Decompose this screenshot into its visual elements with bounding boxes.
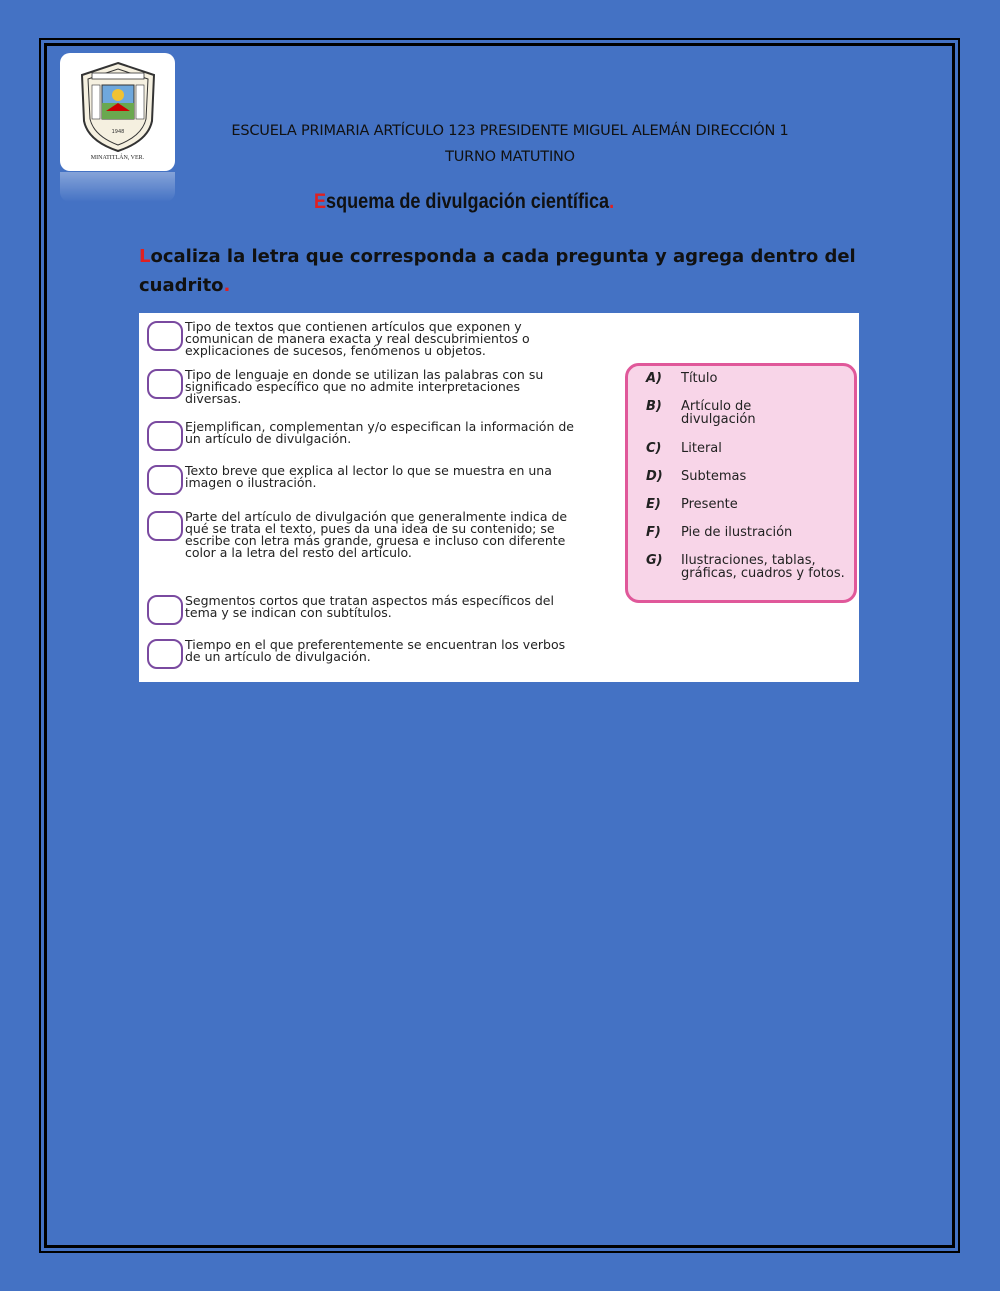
school-name-line1: ESCUELA PRIMARIA ARTÍCULO 123 PRESIDENTE MIGUEL ALEMÁN DIRECCIÓN 1 [231, 123, 789, 139]
answer-box-3[interactable] [147, 421, 183, 451]
option-a-letter: A) [646, 371, 663, 386]
option-g [646, 554, 849, 580]
answer-box-7[interactable] [147, 639, 183, 669]
question-5-text: Parte del artículo de divulgación que generalmente indica de qué se trata el texto, pues da una idea de su contenido; se escribe con letra más grande, gruesa e incluso con diferente color a la letra del resto del artículo. [185, 509, 568, 560]
question-3-text: Ejemplifican, complementan y/o especifican la información de un artículo de divulgación. [185, 419, 574, 446]
question-5 [147, 511, 580, 559]
instruction-dot: . [223, 275, 231, 296]
answer-box-5[interactable] [147, 511, 183, 541]
question-2 [147, 369, 580, 405]
question-1 [147, 321, 580, 357]
title-initial: E [314, 190, 327, 213]
school-name-line2: TURNO MATUTINO [445, 149, 575, 165]
question-6 [147, 595, 580, 625]
option-a-text: Título [681, 371, 718, 386]
option-d-text: Subtemas [681, 469, 747, 484]
school-seal-icon [78, 61, 158, 153]
option-g-letter: G) [646, 553, 663, 568]
instruction-initial: L [139, 246, 151, 267]
option-c [646, 442, 849, 455]
answer-box-2[interactable] [147, 369, 183, 399]
option-b-text: Artículo de divulgación [681, 399, 756, 427]
option-f [646, 526, 849, 539]
question-3 [147, 421, 580, 451]
answer-options-panel [625, 363, 857, 603]
svg-text:1948: 1948 [111, 129, 125, 135]
option-c-text: Literal [681, 441, 722, 456]
option-c-letter: C) [646, 441, 662, 456]
option-f-text: Pie de ilustración [681, 525, 793, 540]
option-b-letter: B) [646, 399, 662, 414]
option-b [646, 400, 781, 426]
question-7 [147, 639, 580, 669]
option-f-letter: F) [646, 525, 661, 540]
instruction-text [139, 242, 869, 300]
title-dot: . [609, 190, 615, 213]
option-e-text: Presente [681, 497, 738, 512]
logo-caption: MINATITLÁN, VER. [90, 155, 145, 161]
answer-box-6[interactable] [147, 595, 183, 625]
option-e [646, 498, 849, 511]
option-a [646, 372, 849, 385]
instruction-body: ocaliza la letra que corresponda a cada pregunta y agrega dentro del cuadrito [139, 246, 856, 296]
logo-reflection [60, 172, 175, 202]
question-1-text: Tipo de textos que contienen artículos que exponen y comunican de manera exacta y real descubrimientos o explicaciones de sucesos, fenómenos u objetos. [185, 319, 530, 358]
answer-box-4[interactable] [147, 465, 183, 495]
question-7-text: Tiempo en el que preferentemente se encuentran los verbos de un artículo de divulgación. [185, 637, 566, 664]
page-title [314, 190, 614, 214]
question-4-text: Texto breve que explica al lector lo que se muestra en una imagen o ilustración. [185, 463, 552, 490]
title-text: squema de divulgación científica [326, 190, 610, 213]
option-d-letter: D) [646, 469, 663, 484]
option-e-letter: E) [646, 497, 661, 512]
question-6-text: Segmentos cortos que tratan aspectos más específicos del tema y se indican con subtítulos. [185, 593, 554, 620]
answer-box-1[interactable] [147, 321, 183, 351]
worksheet-image [139, 313, 859, 682]
option-d [646, 470, 849, 483]
school-name [150, 118, 870, 170]
option-g-text: Ilustraciones, tablas, gráficas, cuadros y fotos. [681, 553, 845, 581]
question-4 [147, 465, 580, 495]
question-2-text: Tipo de lenguaje en donde se utilizan las palabras con su significado específico que no admite interpretaciones diversas. [185, 367, 544, 406]
